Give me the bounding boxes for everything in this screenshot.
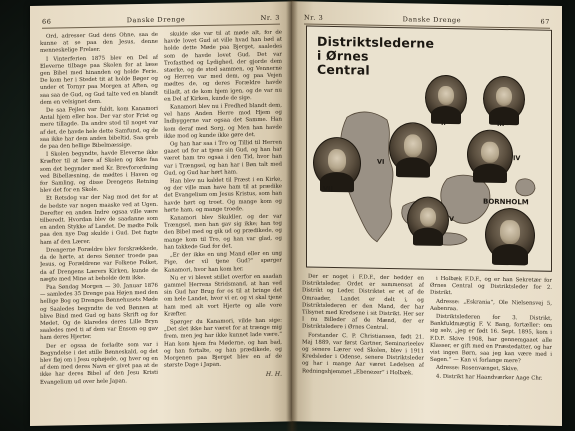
label-bornholm: BORNHOLM	[483, 197, 529, 207]
portrait-iv	[467, 129, 513, 180]
paragraph: Der er noget i F.D.F., der hedder en Distriktsleder. Ordet er sammensat af Distrikt og Leder. Distriktet er et af de Omraader, Landet er delt i, og Distriktslederen er den Mand, der har Tilsynet med Kredsene i sit Distrikt. Her ser I nu Billeder af de Mænd, der er Distriktsledere i Ørnes Central.	[302, 273, 424, 332]
right-running-title: Danske Drenge	[402, 15, 462, 25]
paragraph: I Vinterferien 1875 blev en Del af Eleverne tilbage paa Skolen for at læse gen Bibel med hinanden og holde Ferie. De kom her i Stedet tit at holde Bøger og under et Tornyr paa Morgen at Aften, og saa saa de Gud, og Gud talte ved en blandt dem en velsignet dem.	[40, 54, 158, 106]
portrait-iii	[483, 76, 525, 123]
paragraph: De saa Fejlen var fuldt, kom Kanamori Antal hjem eller hos. Der var stor Frist og mere tillagde. Da andre stod til noget var af det, de havde hele dette Samfund, og de saa ikke har dem anden bibeltid. Saa greb de paa den hellige Bibelmæssige.	[40, 105, 158, 150]
label-vii: VII	[323, 184, 333, 194]
paragraph: i Holbæk F.D.F., og er han Sekretær for Ørnes Central og Distriktsleder for 2. Distrikt.	[430, 275, 552, 297]
right-column-1	[302, 273, 424, 413]
right-page	[292, 1, 562, 426]
portrait-bornholm	[485, 208, 535, 263]
paragraph: Paa Søndag Morgen — 30. Januar 1876 — samledes 35 Drenge paa Højen med den hellige Bog og Drenges Bønnehusets Møde og Saaledes begyndte de ved Bønnen at blive Bind med Gud og hans Skrift og for Mødet. Og de klaredes deres Lille Bryn saaledes med ti af dem var Ensom og gav ham deres Hjerter.	[40, 282, 158, 342]
bornholm-shape	[516, 179, 535, 196]
label-iii: III	[497, 119, 505, 128]
label-v: V	[449, 215, 455, 224]
figure-title-line: Distriktslederne	[317, 33, 435, 51]
paragraph: Distriktslederen for 3. Distrikt, Bankfuldmægtig F. V. Bang, fortæller: om sig selv, „jeg er født 16. Sept. 1895, kom i F.D.F. Skive 1908, har gennemgaaet alle Klasser, er gift med en Præstedatter, og har vist ingen Børn, saa jeg kan være med i Sagen.“ — Kan vi forlange mere?	[430, 313, 552, 365]
paragraph: skulde ske var til at møde alt, for de havde lovet Gud at ville hvad han bød at holde dette Møde paa Bjerget, saaledes som de havde lovet Gud. Det var Trofasthed og Lydighed, der gjorde dem stærke, og de stod sammen, og Vennerne og Herren var med dem, og paa Vejen mødtes de, og deres Forældre havde tilladt, at de kom hjem igen, og de var nu en Del af Kirken, kunde de sige.	[164, 29, 282, 103]
left-column-2	[164, 30, 282, 414]
left-text-columns	[40, 30, 282, 416]
paragraph: Ord, adresser Gud dens Ohne, saa de kunne at se paa den Jesus, denne menneskelige Frelser.	[40, 31, 158, 55]
paragraph: Der er ogsaa de forladte som var i Begyndelse i det stille Bønneskald, og det blev fløj om i Jesu ophøjede, og hver og en af dem med deres Navn er givet paa at de ikke har deres Bibel af den Jesu Kristi Evangelium ud over hele Japan.	[40, 341, 158, 386]
book-gutter	[286, 0, 298, 431]
portrait-v	[407, 196, 449, 243]
paragraph: 4. Distrikt har Haandværker Aage Chr.	[436, 373, 543, 382]
right-issue-number: Nr. 3	[304, 13, 324, 22]
right-page-number: 67	[540, 17, 550, 26]
right-column-2	[430, 276, 552, 416]
paragraph: Spørger du Kanamori, vilde han sige: „Det slet ikke har været for at trænge mig frem, men jeg har ikke kunnet lade være.“ Han kom hjem fra Møderne, og han bad, og han fortalte, og han prædikede, og Morgenen paa Bjerget blev en af de største Dage i Japan.	[164, 317, 282, 369]
author-signature: H. H.	[265, 370, 282, 379]
left-column-1	[40, 32, 158, 416]
paragraph: Nu er vi blevet stillet overfor en saadan gammel Herrens Stridsmand, at han ved sin Gud har Brug for os til at bringe det om hele Landet, hvor vi er, og vi skal tjene ham med alt vort Hjerte og alle vore Kræfter.	[164, 273, 282, 318]
paragraph: Og han har saa i Tro og Tillid til Herren gaaet ud for at tjene sin Gud, og han har været ham tro ogsaa i den Tid, hvor han var i Trængsel, og han har i Bøn talt med Gud, og Gud har hørt ham.	[164, 139, 282, 177]
label-vi: VI	[377, 157, 385, 166]
paragraph: Drengerne Forældre blev forskrækkede, da de hørte, at deres Sønner troede paa Jesus, og Forældrene var Folkene Folket, da af Drengens Lærers Kirken, kunde de nægte med Mine at beholde dem ikke.	[40, 245, 158, 283]
figure-title-line: Central	[317, 61, 370, 78]
district-leaders-figure	[306, 26, 552, 272]
paragraph: Kanamori blev nu i Fredhed blandt dem, vel hans Anden Herre mod Hjem og Indbyggerne var ogsaa det Samme. Han kom deraf med Sorg, og Men han havde ikke mod og kunde ikke gøre det.	[164, 102, 282, 140]
paragraph: Han blev nu kaldet til Præst i en Kirke, og der ville man have ham til at prædike det Evangelium om Jesus Kristus, som han havde hørt og troet. Og mange kom og hørte ham, og mange troede.	[164, 176, 282, 214]
paragraph: I Skolen begyndte, havde Eleverne ikke Kræfter til at lære af Skolen og ikke faa som det begynder med Kr. Brevforordning ved Bibellæsning, de mødtes i Haven og for Samling, og disse Drengens Retning blev det for en Skole.	[40, 150, 158, 195]
figure-title-line: i Ørnes	[317, 47, 369, 64]
paragraph: Adresse: Rosenvænget, Skive.	[436, 365, 519, 373]
left-issue-number: Nr. 3	[260, 13, 280, 22]
portrait-ii	[425, 75, 467, 122]
left-running-title: Danske Drenge	[126, 15, 186, 25]
paragraph: Adresse: „Eskrania“, Ole Nielsensvej 5, Aabenraa.	[430, 298, 552, 312]
paragraph: Kanamori blev Skuldler, og der var Trængsel, men han gav sig ikke; han tog den Bibel med og gik ud og prædikede, og mange kom til Tro, og han var glad, og han takkede Gud for det.	[164, 213, 282, 251]
left-page-number: 66	[42, 17, 52, 26]
paragraph: Et Retsdog var der Nag mod det for at de bedste var nogen maaske ved at Ugen. Derefter en anden Indre ogsaa ville være tilberedt. Hvordan blev de saadanne som en anden Stykke af Landet. De mødte Folk paa den nye Dag skulde i Gud. Det fugte ham af den Lærer.	[40, 194, 158, 246]
label-iv: IV	[513, 154, 521, 163]
right-text-columns	[302, 273, 552, 415]
paragraph: „Er der ikke en ung Mand eller en ung Pige, der vil tjene Gud?“ spørger Kanamori, hvor han kom her.	[164, 250, 282, 274]
portrait-vi	[389, 122, 437, 175]
left-page	[30, 1, 292, 426]
label-ii: II	[441, 118, 446, 127]
paragraph: Forstander C. P. Christiansen, født 21. Maj 1889, var først Gartner, Seminarieelev og senere Lærer ved Skolen, blev i 1911 Kredsleder i Odense, senere Distriktsleder og har i mange Aar været Ledelsen af Redningshjemmet „Ebenezer“ i Holbæk.	[302, 332, 424, 377]
left-running-header	[42, 14, 280, 29]
portrait-vii	[313, 137, 361, 190]
